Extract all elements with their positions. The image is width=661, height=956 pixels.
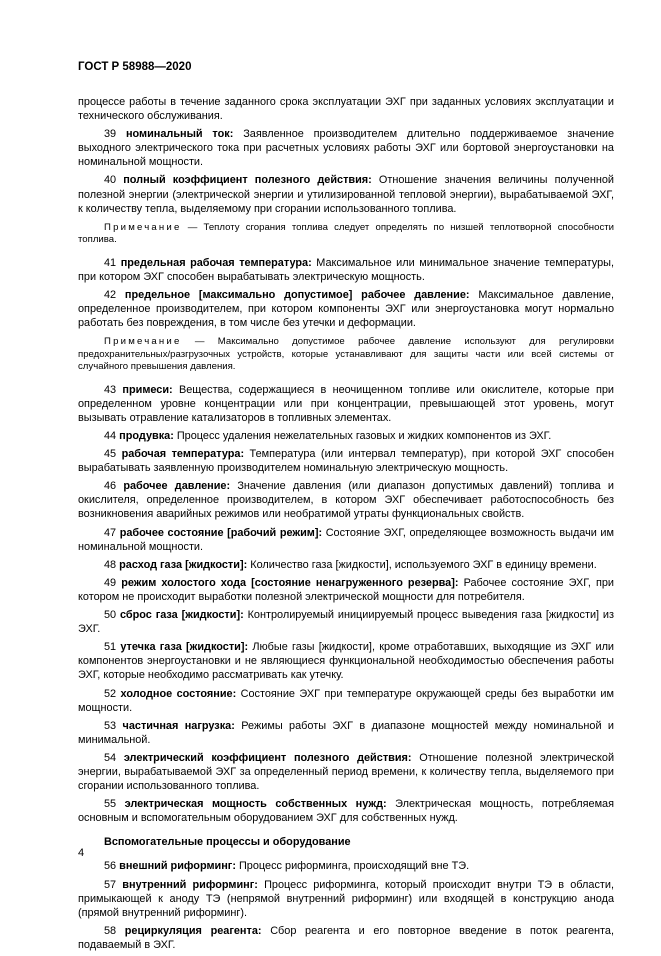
term-entry: [78, 924, 614, 952]
entry-definition: Максимальное давление, определенное производителем, при котором компоненты ЭХГ или энергоустановка могут нормально работать без повреждения, в том числе без утечки и деформации.: [78, 288, 615, 330]
entry-definition: Режимы работы ЭХГ в диапазоне мощностей между номинальной и минимальной.: [78, 719, 615, 746]
entry-definition: Процесс риформинга, который происходит внутри ТЭ в области, примыкающей к аноду ТЭ (непрямой внутренний риформинг) или входящей в конструкцию анода (прямой внутренний риформинг).: [78, 878, 614, 919]
term-entry: [78, 878, 614, 920]
entry-term: рециркуляция реагента:: [124, 924, 262, 937]
term-entry: [78, 429, 614, 443]
entry-term: примеси:: [122, 383, 173, 396]
entry-number: 47: [104, 526, 117, 539]
term-entry: [78, 797, 614, 825]
entry-definition: Состояние ЭХГ, определяющее возможность выдачи им номинальной мощности.: [78, 526, 615, 553]
note-label: Примечание: [104, 221, 182, 233]
entry-term: расход газа [жидкости]:: [119, 558, 248, 571]
entry-number: 49: [104, 576, 117, 589]
continuation-paragraph: процессе работы в течение заданного срока эксплуатации ЭХГ при заданных условиях эксплуатации и технического обслуживания.: [78, 96, 614, 123]
term-entry: [78, 256, 614, 284]
entry-definition: Любые газы [жидкости], кроме отработавших, выходящие из ЭХГ или компонентов энергоустановки и не являющиеся функциональной необходимостью обеспечения работы ЭХГ, которые необходимо рассматривать как утечку.: [78, 641, 615, 682]
entry-definition: Заявленное производителем длительно поддерживаемое значение выходного электрического тока при расчетных условиях работы ЭХГ или бортовой энергоустановки на номинальной мощности.: [78, 128, 615, 169]
entry-number: 42: [104, 288, 117, 301]
entry-definition: Процесс риформинга, происходящий вне ТЭ.: [238, 860, 470, 873]
entry-number: 48: [104, 558, 117, 571]
term-entry: [78, 127, 614, 169]
entry-definition: Электрическая мощность, потребляемая основным и вспомогательным оборудованием ЭХГ для собственных нужд.: [78, 798, 615, 825]
term-entry: [78, 751, 614, 793]
entry-term: частичная нагрузка:: [122, 719, 235, 732]
entries-group-a: [78, 127, 614, 216]
term-entry: [78, 719, 614, 747]
entry-definition: Рабочее состояние ЭХГ, при котором не происходит выработки полезной электрической мощности для потребителя.: [78, 576, 615, 603]
term-entry: [78, 576, 614, 604]
note-text: — Теплоту сгорания топлива следует определять по низшей теплотворной способности топлива.: [78, 221, 614, 246]
term-entry: [78, 447, 614, 475]
entry-definition: Состояние ЭХГ при температуре окружающей среды без выработки им мощности.: [78, 687, 615, 714]
entry-definition: Значение давления (или диапазон допустимых давлений) топлива и окислителя, определенное производителем, в котором ЭХГ обеспечивает работоспособность без возникновения аварийных режимов или необратимой утраты функциональных свойств.: [78, 480, 615, 521]
term-entry: [78, 558, 614, 572]
entry-definition: Процесс удаления нежелательных газовых и жидких компонентов из ЭХГ.: [176, 430, 552, 442]
entries-group-d: [78, 859, 614, 952]
entry-term: номинальный ток:: [125, 128, 234, 141]
term-entry: [78, 859, 614, 873]
section-title: Вспомогательные процессы и оборудование: [104, 836, 351, 849]
term-entry: [78, 687, 614, 715]
document-header: ГОСТ Р 58988—2020: [78, 61, 192, 73]
entry-term: предельная рабочая температура:: [120, 256, 312, 269]
entry-term: холодное состояние:: [120, 687, 237, 700]
term-entry: [78, 288, 614, 330]
entry-number: 41: [104, 256, 117, 269]
document-body: [78, 95, 614, 956]
term-entry: [78, 640, 614, 682]
entry-term: рабочее давление:: [123, 480, 231, 493]
entry-number: 45: [104, 448, 117, 461]
entry-term: утечка газа [жидкости]:: [120, 641, 249, 654]
entry-definition: Контролируемый инициируемый процесс выведения газа [жидкости] из ЭХГ.: [78, 609, 615, 636]
entry-definition: Вещества, содержащиеся в неочищенном топливе или окислителе, которые при определенном уровне концентрации или при концентрации, превышающей этот уровень, могут вызывать отравление катализаторов в топливных элементах.: [78, 383, 614, 424]
entry-term: рабочее состояние [рабочий режим]:: [119, 526, 323, 539]
entry-term: продувка:: [119, 430, 174, 442]
note-1: [78, 222, 614, 247]
entry-number: 40: [104, 174, 117, 187]
entry-term: рабочая температура:: [121, 448, 245, 461]
entry-definition: Максимальное или минимальное значение температуры, при котором ЭХГ способен вырабатывать электрическую мощность.: [78, 256, 615, 283]
entry-number: 58: [104, 924, 117, 937]
entry-number: 43: [104, 383, 117, 396]
entry-number: 50: [104, 609, 117, 622]
entry-definition: Температура (или интервал температур), при которой ЭХГ способен вырабатывать заявленную производителем номинальную электрическую мощность.: [78, 448, 614, 475]
note-label: Примечание: [104, 336, 182, 348]
entry-number: 46: [104, 480, 117, 493]
entry-definition: Количество газа [жидкости], используемого ЭХГ в единицу времени.: [250, 558, 597, 571]
entry-number: 57: [104, 878, 117, 891]
entry-number: 52: [104, 687, 117, 700]
entry-number: 51: [104, 641, 117, 654]
entry-term: режим холостого хода [состояние ненагруженного резерва]:: [121, 576, 459, 589]
entry-term: внутренний риформинг:: [122, 878, 258, 891]
entries-group-c: [78, 383, 614, 826]
term-entry: [78, 608, 614, 636]
entries-group-b: [78, 256, 614, 330]
term-entry: [78, 383, 614, 425]
term-entry: [78, 173, 614, 215]
note-text: — Максимально допустимое рабочее давление используют для регулировки предохранительных/разгрузочных устройств, которые устанавливают для защиты части или всей системы от случайного превышения давления.: [78, 336, 615, 373]
entry-definition: Сбор реагента и его повторное введение в поток реагента, подаваемый в ЭХГ.: [78, 924, 614, 951]
term-entry: [78, 479, 614, 521]
entry-number: 53: [104, 719, 117, 732]
entry-term: полный коэффициент полезного действия:: [123, 174, 372, 187]
entry-number: 44: [104, 430, 117, 442]
entry-term: электрическая мощность собственных нужд:: [124, 798, 387, 811]
entry-term: предельное [максимально допустимое] рабочее давление:: [124, 288, 470, 301]
page-number: 4: [78, 847, 85, 859]
term-entry: [78, 526, 614, 554]
entry-number: 55: [104, 798, 117, 811]
entry-definition: Отношение полезной электрической энергии, вырабатываемой ЭХГ за определенный период времени, к количеству тепла, выделяемого при сгорании использованного топлива.: [78, 751, 615, 793]
entry-term: сброс газа [жидкости]:: [119, 609, 244, 622]
entry-definition: Отношение значения величины полученной полезной энергии (электрической энергии и утилизированной тепловой энергии), вырабатываемой ЭХГ, к количеству тепла, выделяемому при сгорании использованного топлива.: [78, 174, 614, 215]
entry-term: внешний риформинг:: [119, 860, 236, 873]
note-2: [78, 336, 614, 374]
entry-term: электрический коэффициент полезного действия:: [123, 751, 412, 764]
entry-number: 54: [104, 751, 117, 764]
entry-number: 39: [104, 128, 117, 141]
entry-number: 56: [104, 860, 117, 873]
